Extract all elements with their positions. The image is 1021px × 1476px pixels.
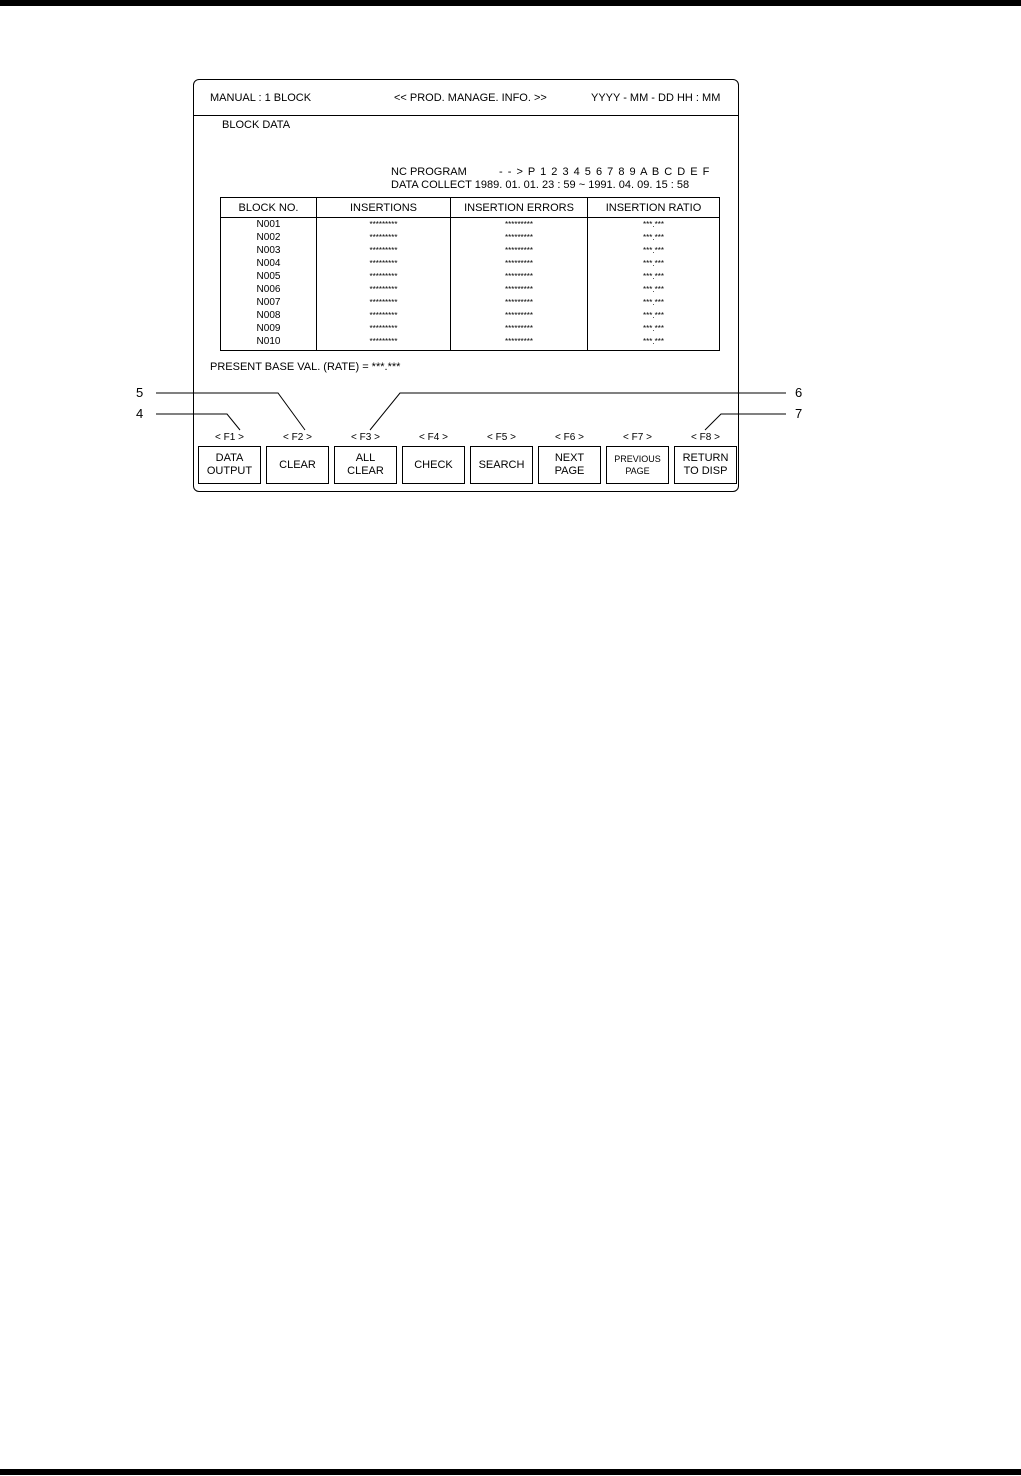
insertions-cell: ********* <box>317 270 451 283</box>
f3-key-number: < F3 > <box>351 432 380 443</box>
f2-key <box>266 432 329 484</box>
next-page-button[interactable]: NEXT PAGE <box>538 446 601 484</box>
block-no-cell: N005 <box>221 270 317 283</box>
f6-key <box>538 432 601 484</box>
top-rule <box>0 0 1021 6</box>
table-row[interactable] <box>221 283 720 296</box>
block-no-cell: N010 <box>221 335 317 351</box>
insertion-errors-cell: ********* <box>451 270 588 283</box>
f3-key <box>334 432 397 484</box>
data-output-button[interactable]: DATA OUTPUT <box>198 446 261 484</box>
bottom-rule <box>0 1469 1021 1475</box>
column-header-insertion-errors: INSERTION ERRORS <box>451 198 588 218</box>
function-key-bar <box>198 432 738 488</box>
f1-key-number: < F1 > <box>215 432 244 443</box>
insertion-ratio-cell: ***.*** <box>588 322 720 335</box>
block-no-cell: N001 <box>221 218 317 232</box>
block-no-cell: N009 <box>221 322 317 335</box>
clear-button[interactable]: CLEAR <box>266 446 329 484</box>
mode-indicator: MANUAL : 1 BLOCK <box>210 92 312 104</box>
previous-page-button[interactable]: PREVIOUS PAGE <box>606 446 669 484</box>
insertion-errors-cell: ********* <box>451 283 588 296</box>
table-row[interactable] <box>221 257 720 270</box>
insertions-cell: ********* <box>317 231 451 244</box>
table-row[interactable] <box>221 335 720 351</box>
table-row[interactable] <box>221 309 720 322</box>
f8-key <box>674 432 737 484</box>
table-row[interactable] <box>221 244 720 257</box>
insertions-cell: ********* <box>317 322 451 335</box>
insertion-errors-cell: ********* <box>451 322 588 335</box>
block-no-cell: N004 <box>221 257 317 270</box>
callout-4: 4 <box>136 406 144 421</box>
f6-key-number: < F6 > <box>555 432 584 443</box>
insertion-errors-cell: ********* <box>451 244 588 257</box>
f7-key-number: < F7 > <box>623 432 652 443</box>
insertions-cell: ********* <box>317 335 451 351</box>
insertion-ratio-cell: ***.*** <box>588 309 720 322</box>
insertion-ratio-cell: ***.*** <box>588 335 720 351</box>
data-collect-line: DATA COLLECT 1989. 01. 01. 23 : 59 ~ 1991. 04. 09. 15 : 58 <box>391 179 690 191</box>
check-button[interactable]: CHECK <box>402 446 465 484</box>
f5-key <box>470 432 533 484</box>
column-header-block-no: BLOCK NO. <box>221 198 317 218</box>
table-row[interactable] <box>221 322 720 335</box>
insertion-errors-cell: ********* <box>451 335 588 351</box>
insertion-errors-cell: ********* <box>451 296 588 309</box>
f5-key-number: < F5 > <box>487 432 516 443</box>
all-clear-button[interactable]: ALL CLEAR <box>334 446 397 484</box>
header-divider <box>194 115 738 116</box>
insertion-ratio-cell: ***.*** <box>588 218 720 232</box>
insertion-errors-cell: ********* <box>451 218 588 232</box>
present-base-value: PRESENT BASE VAL. (RATE) = ***.*** <box>210 361 401 373</box>
insertion-ratio-cell: ***.*** <box>588 296 720 309</box>
nc-program-value: - - > P 1 2 3 4 5 6 7 8 9 A B C D E F <box>499 166 711 178</box>
f4-key-number: < F4 > <box>419 432 448 443</box>
section-title: BLOCK DATA <box>222 119 291 131</box>
f7-key <box>606 432 669 484</box>
insertion-ratio-cell: ***.*** <box>588 283 720 296</box>
f1-key <box>198 432 261 484</box>
nc-program-label: NC PROGRAM <box>391 166 467 178</box>
table-row[interactable] <box>221 231 720 244</box>
nc-program-line <box>391 166 710 178</box>
insertion-errors-cell: ********* <box>451 309 588 322</box>
insertion-errors-cell: ********* <box>451 231 588 244</box>
block-no-cell: N002 <box>221 231 317 244</box>
insertions-cell: ********* <box>317 257 451 270</box>
f8-key-number: < F8 > <box>691 432 720 443</box>
datetime-display: YYYY - MM - DD HH : MM <box>591 92 721 104</box>
insertion-ratio-cell: ***.*** <box>588 270 720 283</box>
f2-key-number: < F2 > <box>283 432 312 443</box>
insertion-errors-cell: ********* <box>451 257 588 270</box>
status-bar <box>210 92 734 108</box>
block-no-cell: N006 <box>221 283 317 296</box>
insertions-cell: ********* <box>317 296 451 309</box>
block-no-cell: N007 <box>221 296 317 309</box>
callout-5: 5 <box>136 385 144 400</box>
insertion-ratio-cell: ***.*** <box>588 244 720 257</box>
column-header-insertions: INSERTIONS <box>317 198 451 218</box>
column-header-insertion-ratio: INSERTION RATIO <box>588 198 720 218</box>
block-no-cell: N003 <box>221 244 317 257</box>
callout-6: 6 <box>795 385 803 400</box>
callout-7: 7 <box>795 406 803 421</box>
table-header-row <box>221 198 720 218</box>
table-row[interactable] <box>221 218 720 232</box>
block-data-table <box>220 197 720 351</box>
search-button[interactable]: SEARCH <box>470 446 533 484</box>
insertion-ratio-cell: ***.*** <box>588 257 720 270</box>
screen-frame <box>193 79 739 492</box>
insertions-cell: ********* <box>317 244 451 257</box>
f4-key <box>402 432 465 484</box>
insertions-cell: ********* <box>317 218 451 232</box>
screen-title: << PROD. MANAGE. INFO. >> <box>394 92 547 104</box>
insertion-ratio-cell: ***.*** <box>588 231 720 244</box>
insertions-cell: ********* <box>317 309 451 322</box>
return-to-disp-button[interactable]: RETURN TO DISP <box>674 446 737 484</box>
table-row[interactable] <box>221 270 720 283</box>
table-row[interactable] <box>221 296 720 309</box>
insertions-cell: ********* <box>317 283 451 296</box>
block-no-cell: N008 <box>221 309 317 322</box>
